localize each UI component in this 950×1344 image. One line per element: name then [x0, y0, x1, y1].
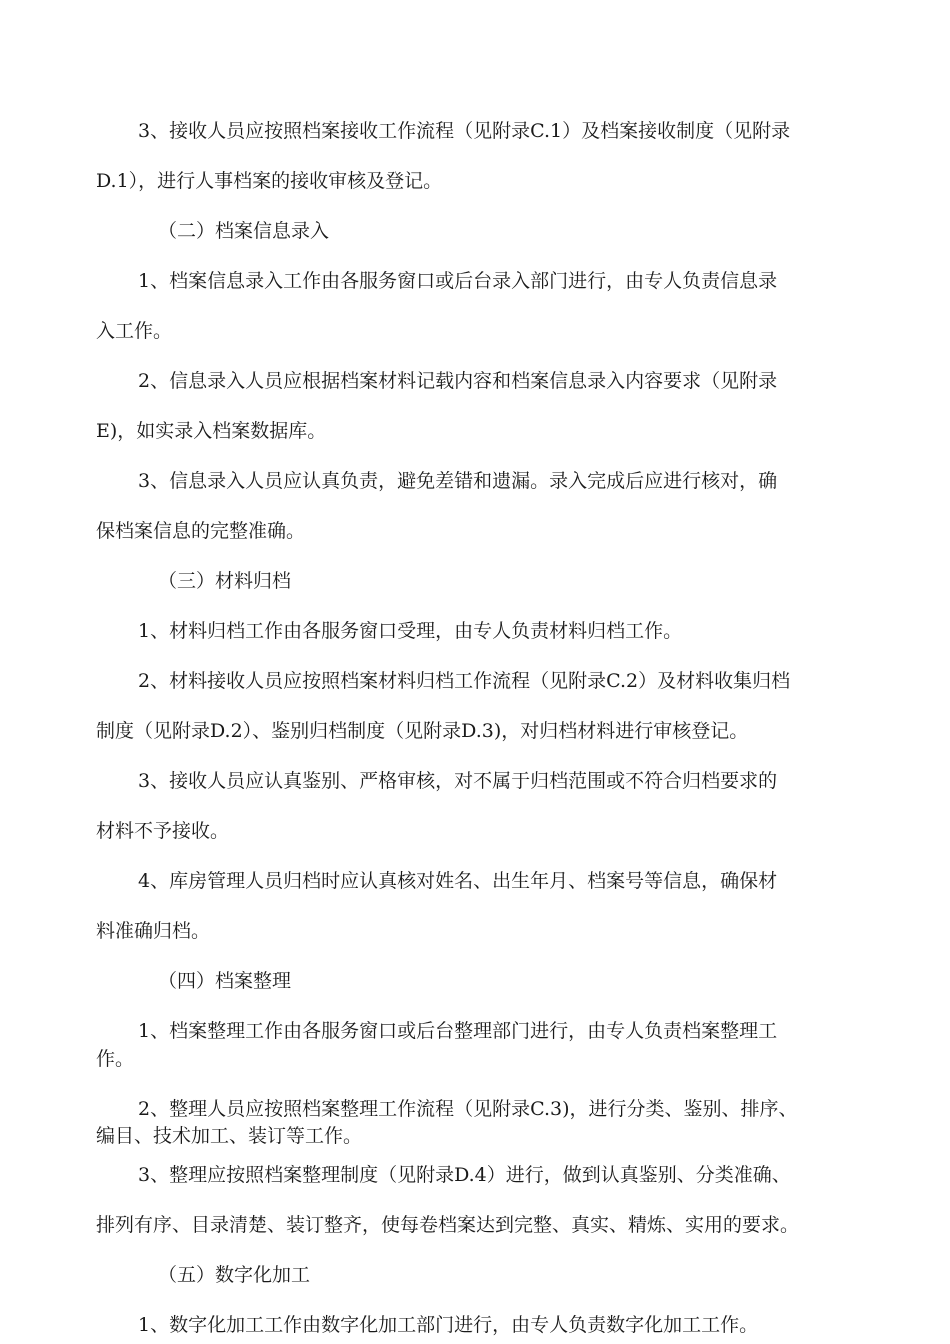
paragraph-line: 1、档案信息录入工作由各服务窗口或后台录入部门进行，由专人负责信息录 — [138, 270, 778, 292]
paragraph-line: 料准确归档。 — [96, 920, 211, 942]
paragraph-line: 材料不予接收。 — [96, 820, 230, 842]
paragraph-line: 3、接收人员应认真鉴别、严格审核，对不属于归档范围或不符合归档要求的 — [138, 770, 778, 792]
paragraph-line: 1、材料归档工作由各服务窗口受理，由专人负责材料归档工作。 — [138, 620, 683, 642]
paragraph-line: 4、库房管理人员归档时应认真核对姓名、出生年月、档案号等信息，确保材 — [138, 870, 778, 892]
paragraph-line: 3、接收人员应按照档案接收工作流程（见附录C.1）及档案接收制度（见附录 — [138, 120, 791, 142]
paragraph-line: 1、数字化加工工作由数字化加工部门进行，由专人负责数字化加工工作。 — [138, 1314, 759, 1336]
paragraph-line: 编目、技术加工、装订等工作。 — [96, 1125, 363, 1147]
paragraph-line: 2、整理人员应按照档案整理工作流程（见附录C.3)，进行分类、鉴别、排序、 — [138, 1098, 798, 1120]
paragraph-line: 入工作。 — [96, 320, 173, 342]
paragraph-line: 2、信息录入人员应根据档案材料记载内容和档案信息录入内容要求（见附录 — [138, 370, 778, 392]
paragraph-line: 2、材料接收人员应按照档案材料归档工作流程（见附录C.2）及材料收集归档 — [138, 670, 791, 692]
section-heading: （五）数字化加工 — [158, 1264, 311, 1286]
paragraph-line: 作。 — [96, 1048, 135, 1070]
paragraph-line: 1、档案整理工作由各服务窗口或后台整理部门进行，由专人负责档案整理工 — [138, 1020, 778, 1042]
section-heading: （二）档案信息录入 — [158, 220, 330, 242]
section-heading: （三）材料归档 — [158, 570, 292, 592]
paragraph-line: D.1），进行人事档案的接收审核及登记。 — [96, 170, 443, 192]
paragraph-line: 3、整理应按照档案整理制度（见附录D.4）进行，做到认真鉴别、分类准确、 — [138, 1164, 791, 1186]
paragraph-line: 3、信息录入人员应认真负责，避免差错和遗漏。录入完成后应进行核对，确 — [138, 470, 778, 492]
paragraph-line: E)，如实录入档案数据库。 — [96, 420, 327, 442]
section-heading: （四）档案整理 — [158, 970, 292, 992]
paragraph-line: 制度（见附录D.2）、鉴别归档制度（见附录D.3)，对归档材料进行审核登记。 — [96, 720, 749, 742]
paragraph-line: 保档案信息的完整准确。 — [96, 520, 306, 542]
paragraph-line: 排列有序、目录清楚、装订整齐，使每卷档案达到完整、真实、精炼、实用的要求。 — [96, 1214, 800, 1236]
